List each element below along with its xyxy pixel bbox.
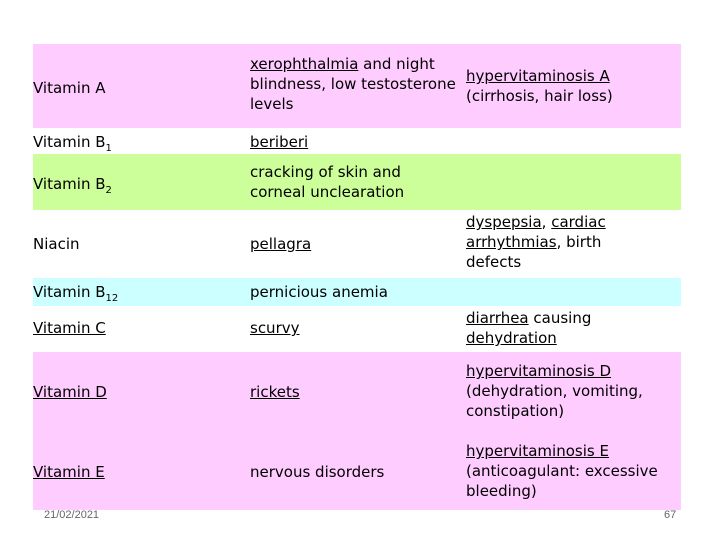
vitamin-name: Vitamin A <box>33 79 106 97</box>
excess-text: (dehydration, vomiting, constipation) <box>466 382 643 420</box>
excess-text: , birth defects <box>466 233 602 271</box>
vitamin-name <box>33 382 107 402</box>
excess-text: (cirrhosis, hair loss) <box>466 87 613 105</box>
excess-link-2[interactable]: cardiac arrhythmias <box>466 213 606 251</box>
vitamin-link[interactable]: Vitamin E <box>33 463 105 481</box>
deficiency-text: and night blindness, low testosterone levels <box>250 55 456 113</box>
excess-text: causing <box>528 309 592 327</box>
excess-link[interactable]: hypervitaminosis D <box>466 362 611 380</box>
table-row <box>0 432 720 510</box>
excess-link[interactable]: dyspepsia <box>466 213 542 231</box>
deficiency-cell <box>250 282 388 302</box>
excess-link[interactable]: hypervitaminosis A <box>466 67 610 85</box>
vitamin-link[interactable]: Vitamin C <box>33 319 106 337</box>
table-row <box>0 154 720 210</box>
vitamin-link[interactable]: Vitamin D <box>33 383 107 401</box>
excess-link-2[interactable]: dehydration <box>466 329 557 347</box>
vitamin-subscript: 1 <box>105 143 112 154</box>
excess-link[interactable]: hypervitaminosis E <box>466 442 609 460</box>
deficiency-link[interactable]: rickets <box>250 383 300 401</box>
excess-cell <box>466 66 666 106</box>
vitamin-name <box>33 282 118 309</box>
vitamin-label: Vitamin B <box>33 133 106 151</box>
table-row <box>0 128 720 154</box>
deficiency-text: cracking of skin and corneal unclearation <box>250 163 405 201</box>
vitamin-subscript: 2 <box>105 185 112 196</box>
excess-separator: , <box>541 213 552 231</box>
deficiency-text: pernicious anemia <box>250 283 388 301</box>
table-row <box>0 306 720 352</box>
deficiency-cell <box>250 162 450 202</box>
deficiency-cell <box>250 382 300 402</box>
vitamin-label: Vitamin B <box>33 283 106 301</box>
deficiency-link[interactable]: xerophthalmia <box>250 55 359 73</box>
deficiency-cell <box>250 318 300 338</box>
excess-cell <box>466 361 676 421</box>
excess-cell <box>466 308 666 348</box>
deficiency-link[interactable]: beriberi <box>250 133 309 151</box>
deficiency-link[interactable]: scurvy <box>250 319 300 337</box>
table-row <box>0 352 720 432</box>
vitamin-subscript: 12 <box>105 293 119 304</box>
deficiency-cell <box>250 234 311 254</box>
table-row <box>0 278 720 306</box>
excess-link[interactable]: diarrhea <box>466 309 529 327</box>
vitamin-name <box>33 174 112 201</box>
vitamin-name <box>33 318 106 338</box>
vitamin-label: Vitamin B <box>33 175 106 193</box>
vitamin-name: Niacin <box>33 235 80 253</box>
excess-cell <box>466 212 651 272</box>
deficiency-cell <box>250 132 308 152</box>
deficiency-cell <box>250 54 465 114</box>
table-row <box>0 44 720 128</box>
table-row <box>0 210 720 278</box>
footer-date: 21/02/2021 <box>44 509 100 521</box>
vitamin-name <box>33 462 105 482</box>
deficiency-text: nervous disorders <box>250 463 385 481</box>
page-number: 67 <box>664 509 677 521</box>
deficiency-link[interactable]: pellagra <box>250 235 312 253</box>
excess-cell <box>466 441 666 501</box>
excess-text: (anticoagulant: excessive bleeding) <box>466 462 658 500</box>
deficiency-cell <box>250 462 384 482</box>
